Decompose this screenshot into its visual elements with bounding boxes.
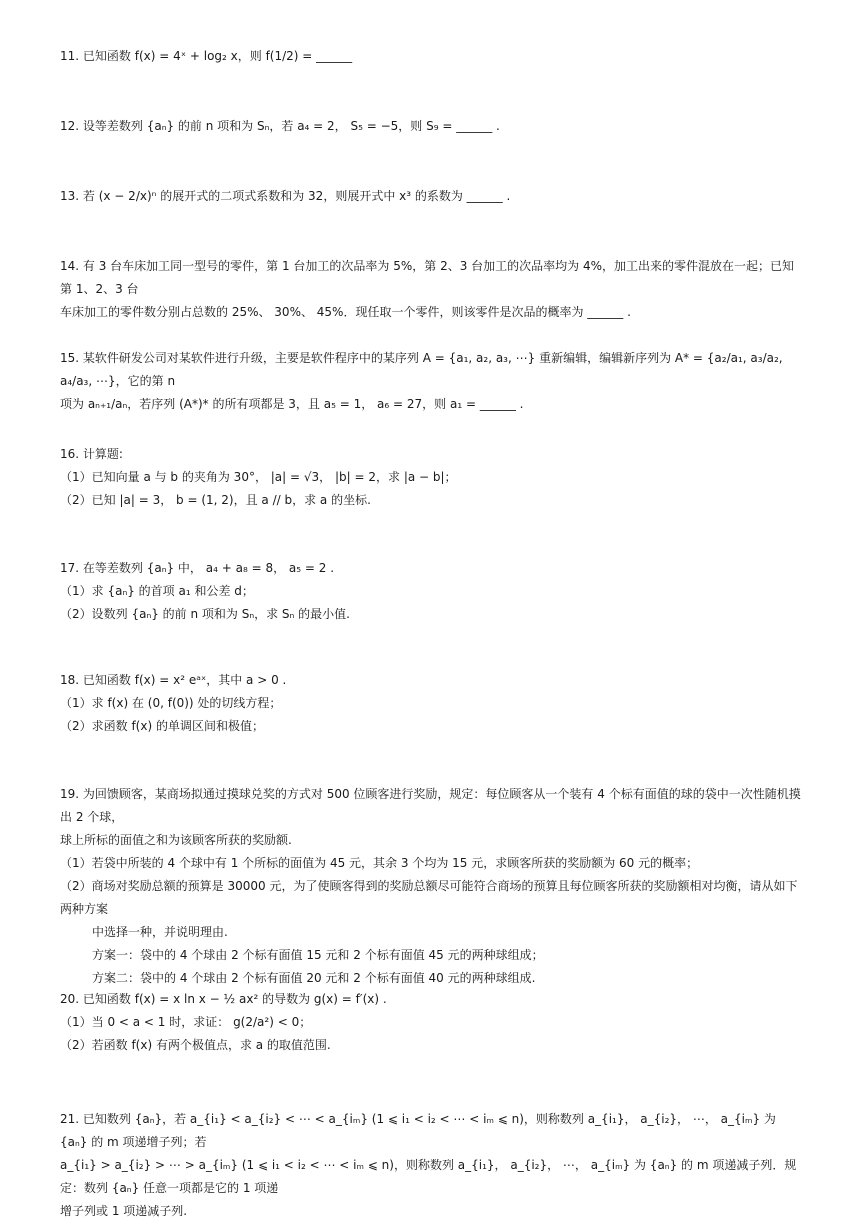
question-16-part-2: （2）已知 |a| = 3， b = (1, 2)，且 a // b，求 a 的坐标. bbox=[60, 493, 371, 507]
question-12 bbox=[60, 115, 805, 138]
question-13 bbox=[60, 185, 805, 208]
question-19-plan-2: 方案二：袋中的 4 个球由 2 个标有面值 20 元和 2 个标有面值 40 元的两种球组成. bbox=[92, 971, 536, 985]
question-21-line-2: a_{i₁} > a_{i₂} > ⋯ > a_{iₘ} (1 ⩽ i₁ < i₂ < ⋯ < iₘ ⩽ n)，则称数列 a_{i₁}， a_{i₂}， ⋯， a_{iₘ} 为 {aₙ} 的 m 项递减子列．规定：数列 {aₙ} 任意一项都是它的 1 项递 bbox=[60, 1158, 797, 1195]
question-21 bbox=[60, 1108, 805, 1223]
question-11-text: 11. 已知函数 f(x) = 4ˣ + log₂ x，则 f(1/2) = ______ bbox=[60, 49, 353, 63]
question-17-title: 17. 在等差数列 {aₙ} 中， a₄ + a₈ = 8， a₅ = 2 . bbox=[60, 561, 335, 575]
question-11 bbox=[60, 45, 805, 68]
question-12-text: 12. 设等差数列 {aₙ} 的前 n 项和为 Sₙ，若 a₄ = 2， S₅ = −5，则 S₉ = ______ . bbox=[60, 119, 500, 133]
question-15-line-1: 15. 某软件研发公司对某软件进行升级，主要是软件程序中的某序列 A = {a₁, a₂, a₃, ⋯} 重新编辑，编辑新序列为 A* = {a₂/a₁, a₃/a₂, a₄/a₃, ⋯}，它的第 n bbox=[60, 351, 783, 388]
question-21-line-3: 增子列或 1 项递减子列. bbox=[60, 1204, 188, 1218]
question-17 bbox=[60, 557, 805, 626]
question-21-line-1: 21. 已知数列 {aₙ}，若 a_{i₁} < a_{i₂} < ⋯ < a_{iₘ} (1 ⩽ i₁ < i₂ < ⋯ < iₘ ⩽ n)，则称数列 a_{i₁}， a_{i₂}， ⋯， a_{iₘ} 为 {aₙ} 的 m 项递增子列；若 bbox=[60, 1112, 776, 1149]
question-16 bbox=[60, 443, 805, 512]
question-13-text: 13. 若 (x − 2/x)ⁿ 的展开式的二项式系数和为 32，则展开式中 x³ 的系数为 ______ . bbox=[60, 189, 511, 203]
question-14-line-1: 14. 有 3 台车床加工同一型号的零件，第 1 台加工的次品率为 5%，第 2、3 台加工的次品率均为 4%，加工出来的零件混放在一起；已知第 1、2、3 台 bbox=[60, 259, 795, 296]
question-16-title: 16. 计算题: bbox=[60, 447, 123, 461]
question-14-line-2: 车床加工的零件数分别占总数的 25%、 30%、 45%．现任取一个零件，则该零件是次品的概率为 ______ . bbox=[60, 305, 631, 319]
question-18-part-1: （1）求 f(x) 在 (0, f(0)) 处的切线方程； bbox=[60, 696, 282, 710]
question-15-line-2: 项为 aₙ₊₁/aₙ，若序列 (A*)* 的所有项都是 3，且 a₅ = 1， a₆ = 27，则 a₁ = ______ . bbox=[60, 397, 524, 411]
question-20-title: 20. 已知函数 f(x) = x ln x − ½ ax² 的导数为 g(x) = f′(x) . bbox=[60, 992, 387, 1006]
question-18-part-2: （2）求函数 f(x) 的单调区间和极值； bbox=[60, 719, 264, 733]
question-19-plan-1: 方案一：袋中的 4 个球由 2 个标有面值 15 元和 2 个标有面值 45 元的两种球组成； bbox=[92, 948, 544, 962]
question-19 bbox=[60, 783, 805, 990]
question-18-title: 18. 已知函数 f(x) = x² eᵃˣ，其中 a > 0 . bbox=[60, 673, 287, 687]
question-19-part-2-cont: 中选择一种，并说明理由. bbox=[92, 925, 228, 939]
question-20-part-2: （2）若函数 f(x) 有两个极值点，求 a 的取值范围. bbox=[60, 1038, 331, 1052]
question-19-part-1: （1）若袋中所装的 4 个球中有 1 个所标的面值为 45 元，其余 3 个均为 15 元，求顾客所获的奖励额为 60 元的概率； bbox=[60, 856, 699, 870]
question-20 bbox=[60, 988, 805, 1057]
question-20-part-1: （1）当 0 < a < 1 时，求证： g(2/a²) < 0； bbox=[60, 1015, 312, 1029]
question-19-line-2: 球上所标的面值之和为该顾客所获的奖励额. bbox=[60, 833, 292, 847]
question-19-line-1: 19. 为回馈顾客，某商场拟通过摸球兑奖的方式对 500 位顾客进行奖励，规定：每位顾客从一个装有 4 个标有面值的球的袋中一次性随机摸出 2 个球， bbox=[60, 787, 801, 824]
question-14 bbox=[60, 255, 805, 324]
question-17-part-1: （1）求 {aₙ} 的首项 a₁ 和公差 d； bbox=[60, 584, 254, 598]
question-15 bbox=[60, 347, 805, 416]
question-18 bbox=[60, 669, 805, 738]
question-16-part-1: （1）已知向量 a 与 b 的夹角为 30°， |a| = √3， |b| = 2，求 |a − b|； bbox=[60, 470, 457, 484]
question-19-part-2: （2）商场对奖励总额的预算是 30000 元，为了使顾客得到的奖励总额尽可能符合商场的预算且每位顾客所获的奖励额相对均衡，请从如下两种方案 bbox=[60, 879, 798, 916]
question-17-part-2: （2）设数列 {aₙ} 的前 n 项和为 Sₙ，求 Sₙ 的最小值. bbox=[60, 607, 350, 621]
